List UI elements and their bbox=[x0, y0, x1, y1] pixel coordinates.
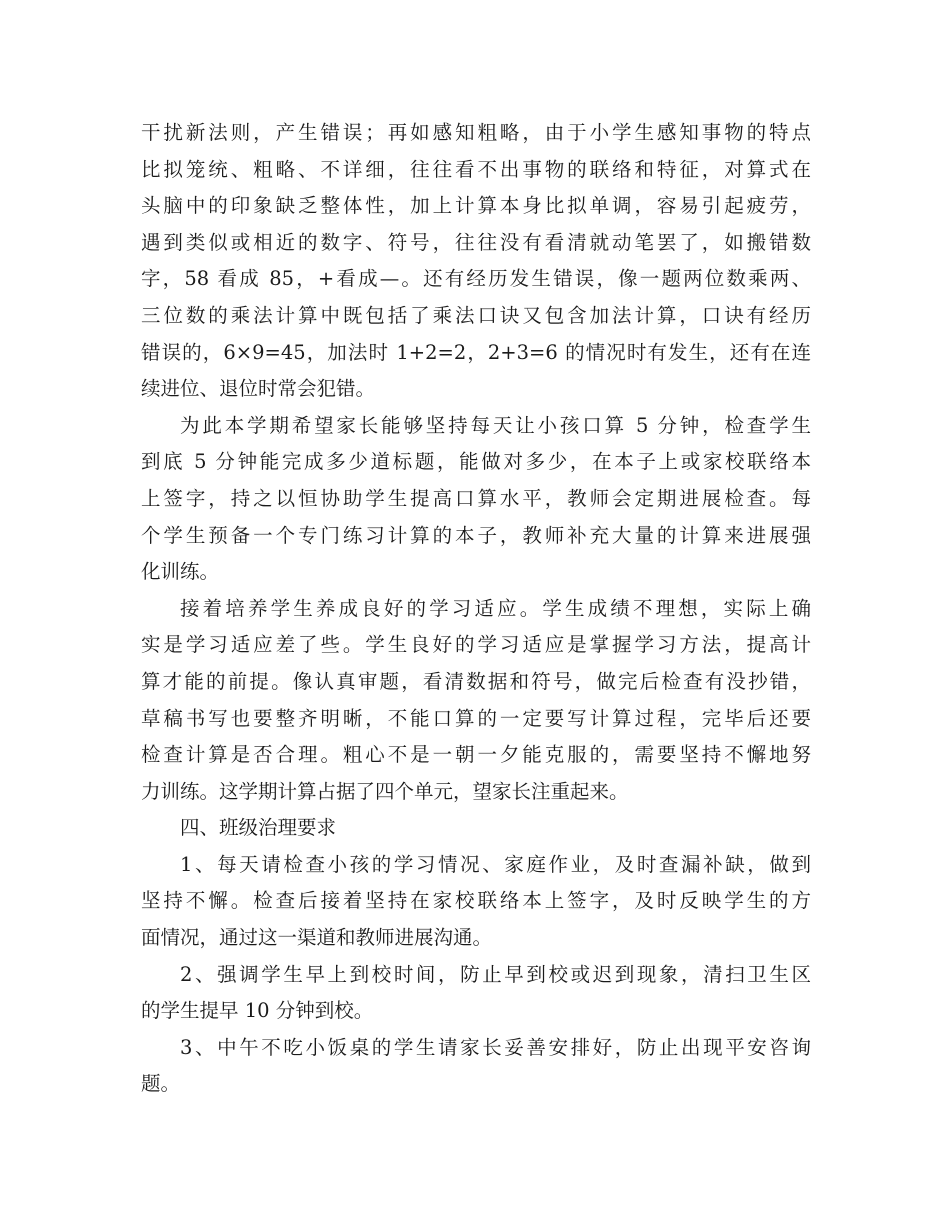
text-line: 四、班级治理要求 bbox=[180, 816, 337, 840]
text-line: 算才能的前提。像认真审题，看清数据和符号，做完后检查有没抄错， bbox=[141, 669, 811, 693]
section-heading bbox=[141, 810, 811, 847]
text-line: 错误的，6×9=45，加法时 1+2=2，2+3=6 的情况时有发生，还有在连 bbox=[141, 340, 811, 364]
text-line: 续进位、退位时常会犯错。 bbox=[141, 377, 376, 401]
text-line: 为此本学期希望家长能够坚持每天让小孩口算 5 分钟，检查学生 bbox=[180, 413, 811, 437]
paragraph bbox=[141, 1030, 811, 1103]
text-line: 头脑中的印象缺乏整体性，加上计算本身比拟单调，容易引起疲劳， bbox=[141, 194, 811, 218]
text-line: 上签字，持之以恒协助学生提高口算水平，教师会定期进展检查。每 bbox=[141, 486, 811, 510]
text-line: 三位数的乘法计算中既包括了乘法口诀又包含加法计算，口诀有经历 bbox=[141, 303, 811, 327]
paragraph bbox=[141, 957, 811, 1030]
text-line: 字，58 看成 85，+看成—。还有经历发生错误，像一题两位数乘两、 bbox=[141, 267, 811, 291]
text-line: 接着培养学生养成良好的学习适应。学生成绩不理想，实际上确 bbox=[180, 596, 811, 620]
paragraph bbox=[141, 847, 811, 957]
document-body bbox=[141, 115, 811, 1103]
text-line: 题。 bbox=[141, 1072, 181, 1096]
text-line: 化训练。 bbox=[141, 560, 220, 584]
text-line: 检查计算是否合理。粗心不是一朝一夕能克服的，需要坚持不懈地努 bbox=[141, 743, 811, 767]
text-line: 个学生预备一个专门练习计算的本子，教师补充大量的计算来进展强 bbox=[141, 523, 811, 547]
text-line: 2、强调学生早上到校时间，防止早到校或迟到现象，清扫卫生区 bbox=[180, 962, 811, 986]
text-line: 遇到类似或相近的数字、符号，往往没有看清就动笔罢了，如搬错数 bbox=[141, 230, 811, 254]
text-line: 坚持不懈。检查后接着坚持在家校联络本上签字，及时反映学生的方 bbox=[141, 889, 811, 913]
text-line: 比拟笼统、粗略、不详细，往往看不出事物的联络和特征，对算式在 bbox=[141, 157, 811, 181]
paragraph bbox=[141, 115, 811, 408]
text-line: 到底 5 分钟能完成多少道标题，能做对多少，在本子上或家校联络本 bbox=[141, 450, 811, 474]
text-line: 的学生提早 10 分钟到校。 bbox=[141, 999, 374, 1023]
text-line: 1、每天请检查小孩的学习情况、家庭作业，及时查漏补缺，做到 bbox=[180, 852, 811, 876]
paragraph bbox=[141, 591, 811, 811]
text-line: 干扰新法则，产生错误；再如感知粗略，由于小学生感知事物的特点 bbox=[141, 121, 811, 144]
text-line: 力训练。这学期计算占据了四个单元，望家长注重起来。 bbox=[141, 779, 629, 803]
text-line: 实是学习适应差了些。学生良好的学习适应是掌握学习方法，提高计 bbox=[141, 633, 811, 657]
text-line: 面情况，通过这一渠道和教师进展沟通。 bbox=[141, 926, 493, 950]
text-line: 草稿书写也要整齐明晰，不能口算的一定要写计算过程，完毕后还要 bbox=[141, 706, 811, 730]
text-line: 3、中午不吃小饭桌的学生请家长妥善安排好，防止出现平安咨询 bbox=[180, 1035, 811, 1059]
paragraph bbox=[141, 408, 811, 591]
